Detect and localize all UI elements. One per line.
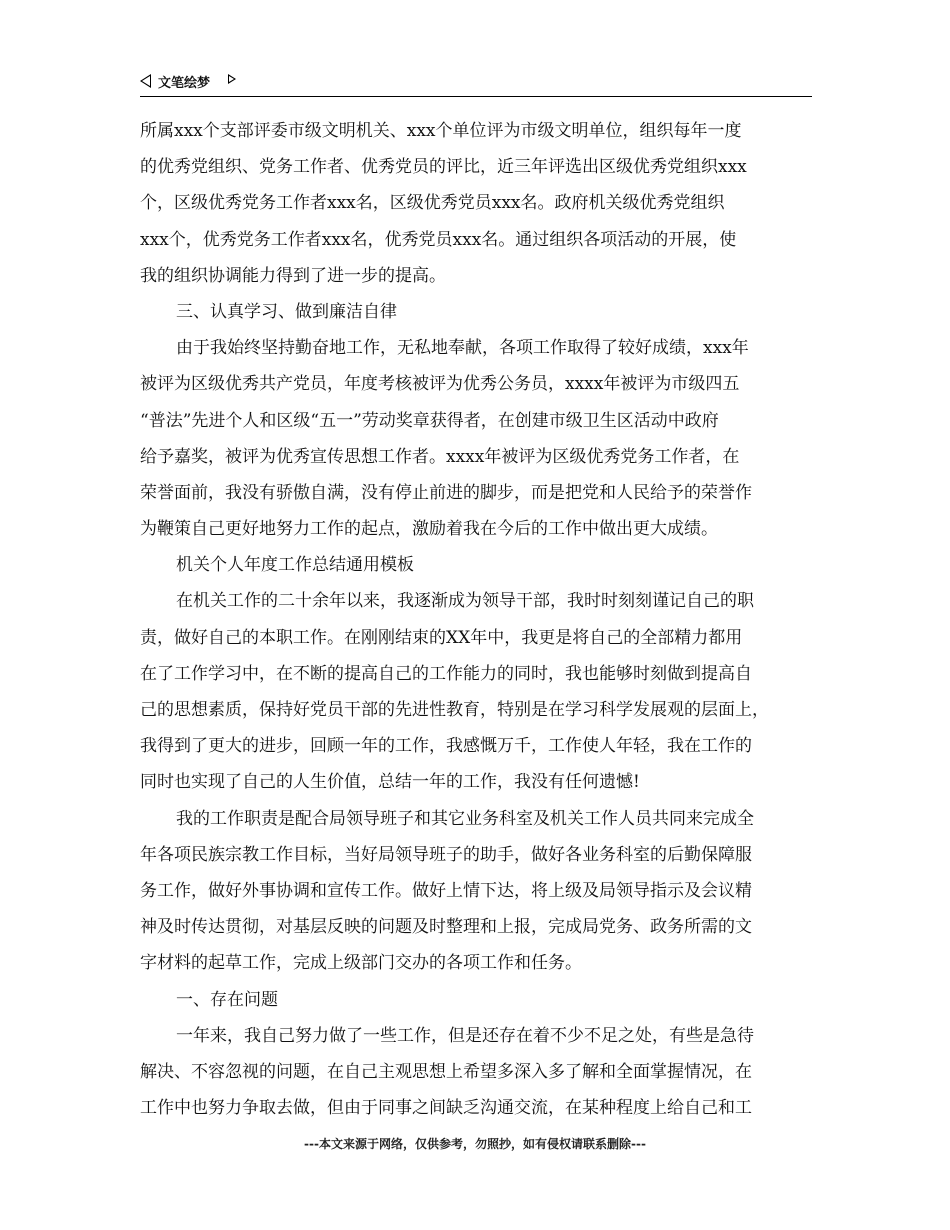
text-line: 神及时传达贯彻，对基层反映的问题及时整理和上报，完成局党务、政务所需的文 [140,917,752,938]
text-line: 责，做好自己的本职工作。在刚刚结束的XX年中，我更是将自己的全部精力都用 [140,627,743,648]
text-line: 解决、不容忽视的问题，在自己主观思想上希望多深入多了解和全面掌握情况，在 [140,1061,752,1082]
text-line: 我的工作职责是配合局领导班子和其它业务科室及机关工作人员共同来完成全 [176,808,754,829]
text-line: 己的思想素质，保持好党员干部的先进性教育，特别是在学习科学发展观的层面上， [140,700,769,720]
page-header [140,70,812,97]
left-triangle-icon [140,74,151,88]
text-line: 同时也实现了自己的人生价值，总结一年的工作，我没有任何遗憾! [140,772,640,793]
text-line: 一年来，我自己努力做了一些工作，但是还存在着不少不足之处，有些是急待 [176,1025,754,1046]
text-line: 机关个人年度工作总结通用模板 [176,555,414,576]
footer-notice: ---本文来源于网络，仅供参考，勿照抄，如有侵权请联系删除--- [304,1137,646,1151]
text-line: 在了工作学习中，在不断的提高自己的工作能力的同时，我也能够时刻做到提高自 [140,663,752,684]
text-line: 个，区级优秀党务工作者xxx名，区级优秀党员xxx名。政府机关级优秀党组织 [140,193,725,214]
right-triangle-icon [228,74,236,84]
text-line: 工作中也努力争取去做，但由于同事之间缺乏沟通交流，在某种程度上给自己和工 [140,1098,752,1119]
text-line: 被评为区级优秀共产党员，年度考核被评为优秀公务员，xxxx年被评为市级四五 [140,374,740,395]
text-line: 我得到了更大的进步，回顾一年的工作，我感慨万千，工作使人年轻，我在工作的 [140,736,752,757]
text-line: 一、存在问题 [176,989,278,1010]
text-line: 三、认真学习、做到廉洁自律 [176,301,397,322]
text-line: 我的组织协调能力得到了进一步的提高。 [140,265,446,286]
text-line: “普法”先进个人和区级“五一”劳动奖章获得者，在创建市级卫生区活动中政府 [140,410,719,431]
text-line: xxx个，优秀党务工作者xxx名，优秀党员xxx名。通过组织各项活动的开展，使 [140,229,737,250]
text-line: 为鞭策自己更好地努力工作的起点，激励着我在今后的工作中做出更大成绩。 [140,519,718,540]
header-title: 文笔绘梦 [158,76,211,91]
text-line: 在机关工作的二十余年以来，我逐渐成为领导干部，我时时刻刻谨记自己的职 [176,591,754,612]
text-line: 给予嘉奖，被评为优秀宣传思想工作者。xxxx年被评为区级优秀党务工作者，在 [140,446,740,467]
document-body [140,113,820,1126]
text-line: 字材料的起草工作，完成上级部门交办的各项工作和任务。 [140,953,582,974]
text-line: 由于我始终坚持勤奋地工作，无私地奉献，各项工作取得了较好成绩，xxx年 [176,338,749,359]
text-line: 年各项民族宗教工作目标，当好局领导班子的助手，做好各业务科室的后勤保障服 [140,844,752,865]
text-line: 的优秀党组织、党务工作者、优秀党员的评比，近三年评选出区级优秀党组织xxx [140,157,747,178]
text-line: 所属xxx个支部评委市级文明机关、xxx个单位评为市级文明单位，组织每年一度 [140,121,742,141]
text-line: 荣誉面前，我没有骄傲自满，没有停止前进的脚步，而是把党和人民给予的荣誉作 [140,482,752,503]
text-line: 务工作，做好外事协调和宣传工作。做好上情下达，将上级及局领导指示及会议精 [140,880,752,901]
